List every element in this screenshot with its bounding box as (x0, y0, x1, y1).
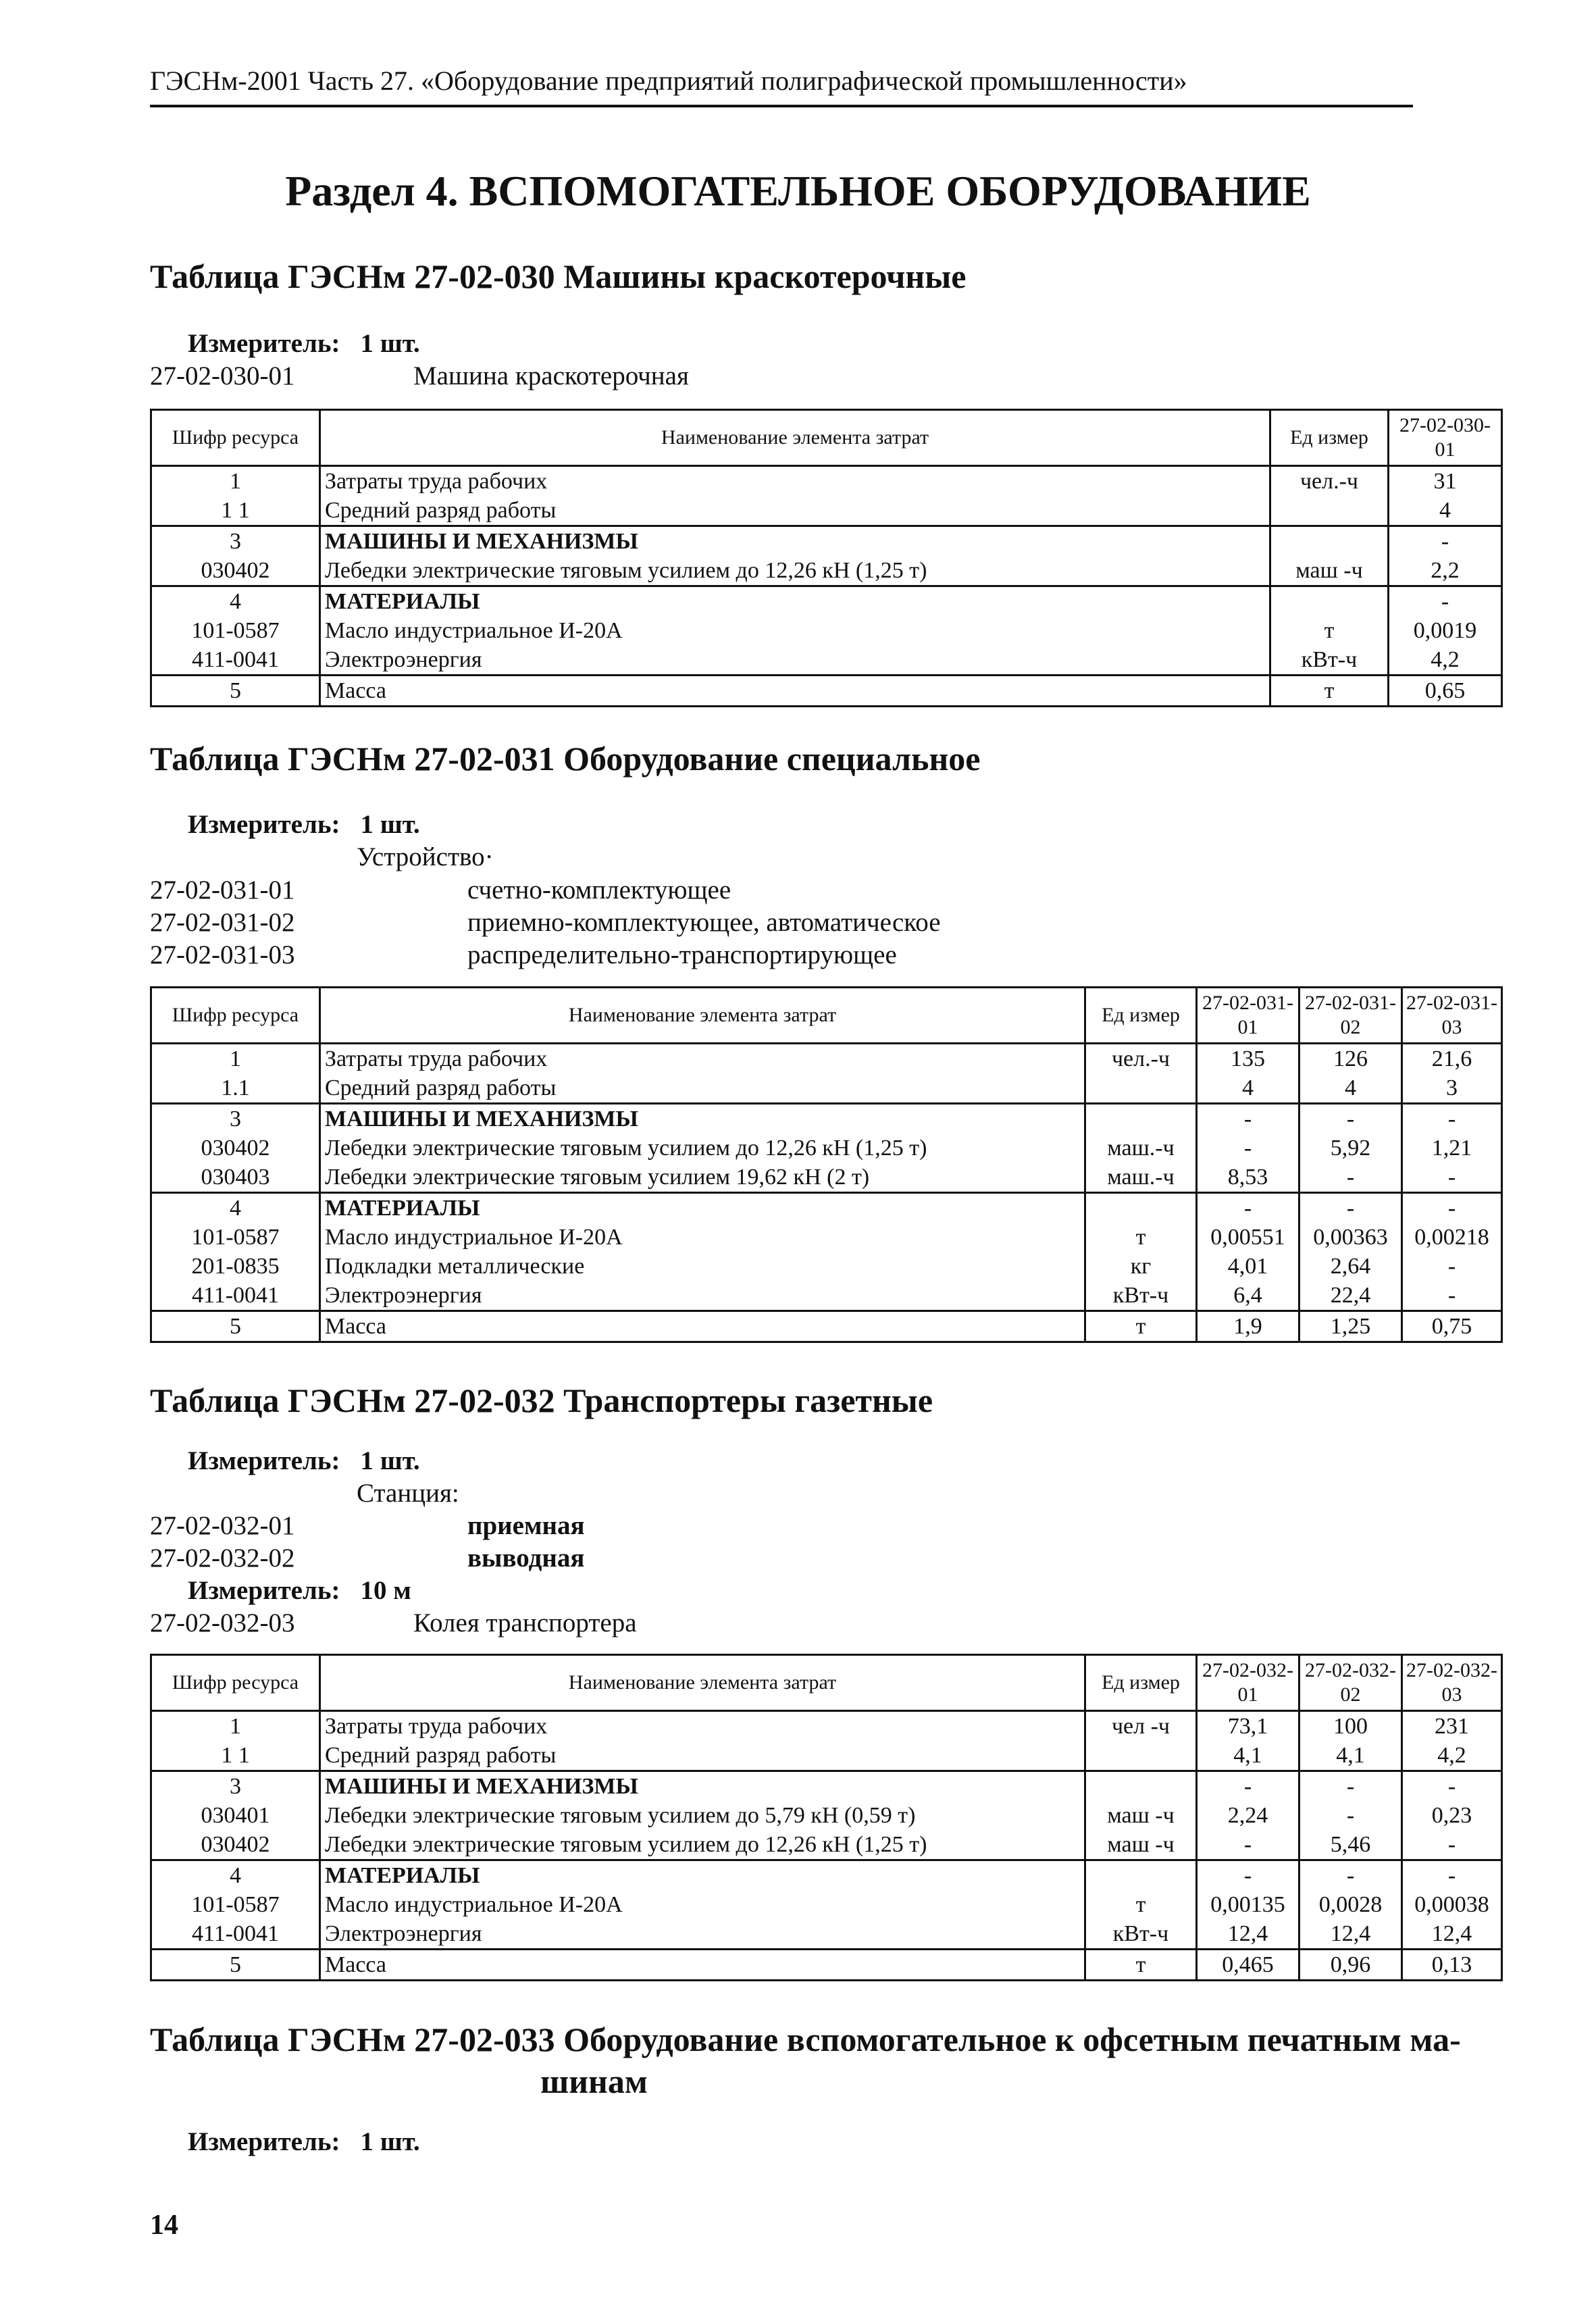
cell-name: МАТЕРИАЛЫ (320, 586, 1270, 617)
cell-unit (1085, 1073, 1197, 1104)
cell-unit: чел.-ч (1270, 466, 1389, 497)
cell-value: 0,00038 (1402, 1890, 1502, 1919)
cell-value: 4 (1389, 496, 1502, 526)
table-row (151, 1044, 1502, 1074)
col-header-name: Наименование элемента затрат (320, 1655, 1085, 1711)
col-header-norm: 27-02-032-02 (1299, 1655, 1402, 1711)
cell-unit (1270, 526, 1389, 557)
table-030-item (150, 361, 689, 391)
cell-unit: т (1085, 1890, 1197, 1919)
cell-value: 0,465 (1197, 1950, 1299, 1981)
table-033-measure (188, 2127, 420, 2157)
table-031-item (150, 940, 897, 970)
table-row (151, 1311, 1502, 1342)
cell-value: - (1299, 1860, 1402, 1891)
item-code: 27-02-032-02 (150, 1544, 295, 1573)
cell-code: 1 1 (151, 1741, 320, 1771)
table-032-measure-2 (188, 1575, 411, 1606)
measure-label: Измеритель: (188, 1576, 340, 1605)
table-032-item (150, 1510, 585, 1541)
cell-name: Подкладки металлические (320, 1252, 1085, 1281)
cell-name: МАТЕРИАЛЫ (320, 1860, 1085, 1891)
cell-name: Лебедки электрические тяговым усилием до 12,26 кН (1,25 т) (320, 1830, 1085, 1860)
cell-value: 31 (1389, 466, 1502, 497)
cell-value: 2,24 (1197, 1801, 1299, 1830)
cell-value: 4 (1197, 1073, 1299, 1104)
table-row (151, 1134, 1502, 1163)
cell-code: 030403 (151, 1163, 320, 1193)
cell-value: 0,0019 (1389, 616, 1502, 645)
col-header-norm: 27-02-032-01 (1197, 1655, 1299, 1711)
table-031-subheading: Устройство· (357, 842, 494, 871)
item-name: выводная (467, 1544, 585, 1573)
cell-value: 126 (1299, 1044, 1402, 1074)
cell-value: - (1299, 1801, 1402, 1830)
cell-code: 1 (151, 1044, 320, 1074)
cell-value: - (1402, 1830, 1502, 1860)
cell-unit: маш.-ч (1085, 1134, 1197, 1163)
col-header-name: Наименование элемента затрат (320, 988, 1085, 1044)
table-row (151, 556, 1502, 586)
cell-name: МАШИНЫ И МЕХАНИЗМЫ (320, 1771, 1085, 1802)
table-031-item (150, 875, 731, 905)
cell-code: 1 (151, 1711, 320, 1742)
cell-value: 12,4 (1402, 1919, 1502, 1950)
measure-label: Измеритель: (188, 2127, 340, 2156)
measure-value: 10 м (360, 1576, 411, 1605)
item-code: 27-02-031-03 (150, 940, 295, 969)
cell-value: - (1402, 1771, 1502, 1802)
table-header-row (151, 410, 1502, 466)
cell-value: - (1402, 1163, 1502, 1193)
cell-code: 411-0041 (151, 1919, 320, 1950)
table-row (151, 1163, 1502, 1193)
measure-label: Измеритель: (188, 1446, 340, 1475)
col-header-code: Шифр ресурса (151, 1655, 320, 1711)
table-row (151, 676, 1502, 707)
table-row (151, 1104, 1502, 1134)
cell-value: 4,1 (1197, 1741, 1299, 1771)
measure-value: 1 шт. (360, 810, 420, 839)
cell-code: 4 (151, 586, 320, 617)
cell-unit (1085, 1193, 1197, 1223)
cell-value: 4,01 (1197, 1252, 1299, 1281)
cell-code: 4 (151, 1193, 320, 1223)
cell-value: - (1299, 1771, 1402, 1802)
cell-code: 3 (151, 1771, 320, 1802)
cell-unit (1085, 1741, 1197, 1771)
cell-value: 2,64 (1299, 1252, 1402, 1281)
cell-value: 0,65 (1389, 676, 1502, 707)
cell-name: Масса (320, 676, 1270, 707)
cell-name: Лебедки электрические тяговым усилием до 5,79 кН (0,59 т) (320, 1801, 1085, 1830)
cell-name: Электроэнергия (320, 645, 1270, 676)
table-030-title: Таблица ГЭСНм 27-02-030 Машины краскотерочные (150, 257, 967, 295)
table-031-body (151, 1044, 1502, 1342)
cell-code: 3 (151, 526, 320, 557)
cell-unit: маш -ч (1270, 556, 1389, 586)
table-row (151, 645, 1502, 676)
cell-value: 1,21 (1402, 1134, 1502, 1163)
col-header-code: Шифр ресурса (151, 410, 320, 466)
cell-value: - (1197, 1104, 1299, 1134)
cell-unit: кг (1085, 1252, 1197, 1281)
cell-value: 8,53 (1197, 1163, 1299, 1193)
cell-name: МАТЕРИАЛЫ (320, 1193, 1085, 1223)
cell-name: Средний разряд работы (320, 1073, 1085, 1104)
table-row (151, 1711, 1502, 1742)
cell-value: 0,00363 (1299, 1223, 1402, 1252)
cell-value: 5,92 (1299, 1134, 1402, 1163)
col-header-norm: 27-02-031-01 (1197, 988, 1299, 1044)
cell-unit: т (1085, 1311, 1197, 1342)
table-033-title-cont: шинам (540, 2062, 648, 2100)
measure-value: 1 шт. (360, 1446, 420, 1475)
table-032-item (150, 1543, 584, 1573)
col-header-unit: Ед измер (1270, 410, 1389, 466)
cell-value: - (1402, 1104, 1502, 1134)
table-row (151, 1223, 1502, 1252)
cell-name: Затраты труда рабочих (320, 466, 1270, 497)
cell-unit: маш -ч (1085, 1830, 1197, 1860)
cell-unit: чел.-ч (1085, 1044, 1197, 1074)
cell-code: 101-0587 (151, 1223, 320, 1252)
cell-value: - (1197, 1771, 1299, 1802)
cell-code: 030402 (151, 1134, 320, 1163)
cell-value: 4 (1299, 1073, 1402, 1104)
table-header-row (151, 988, 1502, 1044)
cell-unit: кВт-ч (1270, 645, 1389, 676)
table-031-title: Таблица ГЭСНм 27-02-031 Оборудование специальное (150, 740, 981, 778)
cell-name: Затраты труда рабочих (320, 1711, 1085, 1742)
table-031-measure (188, 809, 420, 840)
table-row (151, 1830, 1502, 1860)
cell-unit: кВт-ч (1085, 1919, 1197, 1950)
cell-name: МАШИНЫ И МЕХАНИЗМЫ (320, 526, 1270, 557)
cell-value: - (1197, 1193, 1299, 1223)
cell-value: - (1197, 1860, 1299, 1891)
table-row (151, 1890, 1502, 1919)
cell-value: 231 (1402, 1711, 1502, 1742)
cell-unit (1085, 1860, 1197, 1891)
cell-value: - (1299, 1193, 1402, 1223)
table-032-measure (188, 1446, 420, 1476)
cell-unit: кВт-ч (1085, 1281, 1197, 1311)
item-code: 27-02-031-01 (150, 875, 295, 905)
cell-unit (1270, 586, 1389, 617)
cell-name: Лебедки электрические тяговым усилием до 12,26 кН (1,25 т) (320, 556, 1270, 586)
col-header-unit: Ед измер (1085, 1655, 1197, 1711)
cell-name: Электроэнергия (320, 1919, 1085, 1950)
cell-unit: чел -ч (1085, 1711, 1197, 1742)
table-031-item (150, 907, 941, 938)
cell-name: Масло индустриальное И-20А (320, 1223, 1085, 1252)
cell-value: 0,00551 (1197, 1223, 1299, 1252)
cell-value: - (1402, 1252, 1502, 1281)
cell-code: 5 (151, 1311, 320, 1342)
measure-value: 1 шт. (360, 329, 420, 358)
table-032-item (150, 1608, 637, 1638)
cell-value: 1,25 (1299, 1311, 1402, 1342)
cell-value: 0,96 (1299, 1950, 1402, 1981)
table-row (151, 1919, 1502, 1950)
cell-unit (1270, 496, 1389, 526)
cell-name: Масло индустриальное И-20А (320, 1890, 1085, 1919)
cell-value: 3 (1402, 1073, 1502, 1104)
cell-value: - (1402, 1860, 1502, 1891)
table-row (151, 1771, 1502, 1802)
table-row (151, 466, 1502, 497)
cell-code: 1 1 (151, 496, 320, 526)
cell-unit: т (1270, 676, 1389, 707)
table-030 (150, 409, 1503, 707)
table-row (151, 526, 1502, 557)
col-header-norm: 27-02-031-03 (1402, 988, 1502, 1044)
item-code: 27-02-031-02 (150, 908, 295, 937)
cell-code: 030402 (151, 1830, 320, 1860)
table-row (151, 1801, 1502, 1830)
cell-unit (1085, 1771, 1197, 1802)
cell-code: 1 (151, 466, 320, 497)
cell-value: - (1197, 1830, 1299, 1860)
section-title: Раздел 4. ВСПОМОГАТЕЛЬНОЕ ОБОРУДОВАНИЕ (285, 167, 1311, 215)
cell-code: 030401 (151, 1801, 320, 1830)
cell-code: 4 (151, 1860, 320, 1891)
cell-value: - (1299, 1163, 1402, 1193)
cell-code: 1.1 (151, 1073, 320, 1104)
cell-unit: т (1270, 616, 1389, 645)
col-header-unit: Ед измер (1085, 988, 1197, 1044)
col-header-norm: 27-02-031-02 (1299, 988, 1402, 1044)
table-row (151, 496, 1502, 526)
cell-value: 73,1 (1197, 1711, 1299, 1742)
cell-value: 4,1 (1299, 1741, 1402, 1771)
item-name: счетно-комплектующее (467, 875, 731, 905)
cell-value: 21,6 (1402, 1044, 1502, 1074)
table-032-subheading: Станция: (357, 1479, 459, 1508)
cell-name: Электроэнергия (320, 1281, 1085, 1311)
cell-code: 101-0587 (151, 616, 320, 645)
cell-value: 4,2 (1402, 1741, 1502, 1771)
item-code: 27-02-032-01 (150, 1511, 295, 1540)
table-032 (150, 1654, 1503, 1981)
item-code: 27-02-032-03 (150, 1608, 295, 1637)
item-code: 27-02-030-01 (150, 361, 295, 390)
cell-value: - (1402, 1281, 1502, 1311)
cell-value: 100 (1299, 1711, 1402, 1742)
table-row (151, 1073, 1502, 1104)
cell-code: 411-0041 (151, 645, 320, 676)
cell-name: Масло индустриальное И-20А (320, 616, 1270, 645)
cell-name: Затраты труда рабочих (320, 1044, 1085, 1074)
table-row (151, 616, 1502, 645)
cell-value: 0,23 (1402, 1801, 1502, 1830)
cell-code: 101-0587 (151, 1890, 320, 1919)
cell-value: - (1197, 1134, 1299, 1163)
cell-name: Лебедки электрические тяговым усилием до 12,26 кН (1,25 т) (320, 1134, 1085, 1163)
cell-code: 5 (151, 1950, 320, 1981)
table-033-title: Таблица ГЭСНм 27-02-033 Оборудование вспомогательное к офсетным печатным ма- (150, 2020, 1461, 2058)
cell-code: 411-0041 (151, 1281, 320, 1311)
item-name: Колея транспортера (413, 1608, 637, 1637)
measure-label: Измеритель: (188, 329, 340, 358)
cell-value: 0,00135 (1197, 1890, 1299, 1919)
table-row (151, 1950, 1502, 1981)
cell-code: 5 (151, 676, 320, 707)
item-name: Машина краскотерочная (413, 361, 689, 390)
cell-value: - (1299, 1104, 1402, 1134)
table-032-title: Таблица ГЭСНм 27-02-032 Транспортеры газетные (150, 1381, 933, 1419)
cell-name: МАШИНЫ И МЕХАНИЗМЫ (320, 1104, 1085, 1134)
table-row (151, 1741, 1502, 1771)
cell-value: 12,4 (1197, 1919, 1299, 1950)
cell-name: Лебедки электрические тяговым усилием 19,62 кН (2 т) (320, 1163, 1085, 1193)
cell-name: Масса (320, 1950, 1085, 1981)
table-row (151, 1860, 1502, 1891)
col-header-norm: 27-02-032-03 (1402, 1655, 1502, 1711)
col-header-code: Шифр ресурса (151, 988, 320, 1044)
measure-value: 1 шт. (360, 2127, 420, 2156)
table-031 (150, 986, 1503, 1343)
cell-value: 0,0028 (1299, 1890, 1402, 1919)
cell-unit: т (1085, 1223, 1197, 1252)
item-name: распределительно-транспортирующее (467, 940, 897, 969)
cell-value: 0,75 (1402, 1311, 1502, 1342)
cell-value: 12,4 (1299, 1919, 1402, 1950)
item-name: приемная (467, 1511, 585, 1540)
cell-unit: т (1085, 1950, 1197, 1981)
col-header-norm: 27-02-030-01 (1389, 410, 1502, 466)
table-030-measure (188, 328, 420, 359)
col-header-name: Наименование элемента затрат (320, 410, 1270, 466)
cell-code: 201-0835 (151, 1252, 320, 1281)
table-row (151, 1281, 1502, 1311)
cell-unit: маш.-ч (1085, 1163, 1197, 1193)
cell-code: 3 (151, 1104, 320, 1134)
measure-label: Измеритель: (188, 810, 340, 839)
table-row (151, 1193, 1502, 1223)
cell-value: - (1389, 586, 1502, 617)
cell-code: 030402 (151, 556, 320, 586)
cell-value: - (1402, 1193, 1502, 1223)
page-header: ГЭСНм-2001 Часть 27. «Оборудование предприятий полиграфической промышленности» (150, 65, 1413, 107)
item-name: приемно-комплектующее, автоматическое (467, 908, 941, 937)
cell-name: Масса (320, 1311, 1085, 1342)
cell-value: - (1389, 526, 1502, 557)
cell-name: Средний разряд работы (320, 496, 1270, 526)
cell-value: 1,9 (1197, 1311, 1299, 1342)
table-header-row (151, 1655, 1502, 1711)
table-030-body (151, 466, 1502, 707)
cell-value: 2,2 (1389, 556, 1502, 586)
cell-unit: маш -ч (1085, 1801, 1197, 1830)
page-number: 14 (150, 2210, 178, 2241)
table-row (151, 1252, 1502, 1281)
cell-value: 6,4 (1197, 1281, 1299, 1311)
cell-name: Средний разряд работы (320, 1741, 1085, 1771)
cell-value: 0,13 (1402, 1950, 1502, 1981)
cell-value: 4,2 (1389, 645, 1502, 676)
cell-value: 135 (1197, 1044, 1299, 1074)
table-032-body (151, 1711, 1502, 1981)
cell-unit (1085, 1104, 1197, 1134)
table-row (151, 586, 1502, 617)
cell-value: 22,4 (1299, 1281, 1402, 1311)
cell-value: 5,46 (1299, 1830, 1402, 1860)
cell-value: 0,00218 (1402, 1223, 1502, 1252)
